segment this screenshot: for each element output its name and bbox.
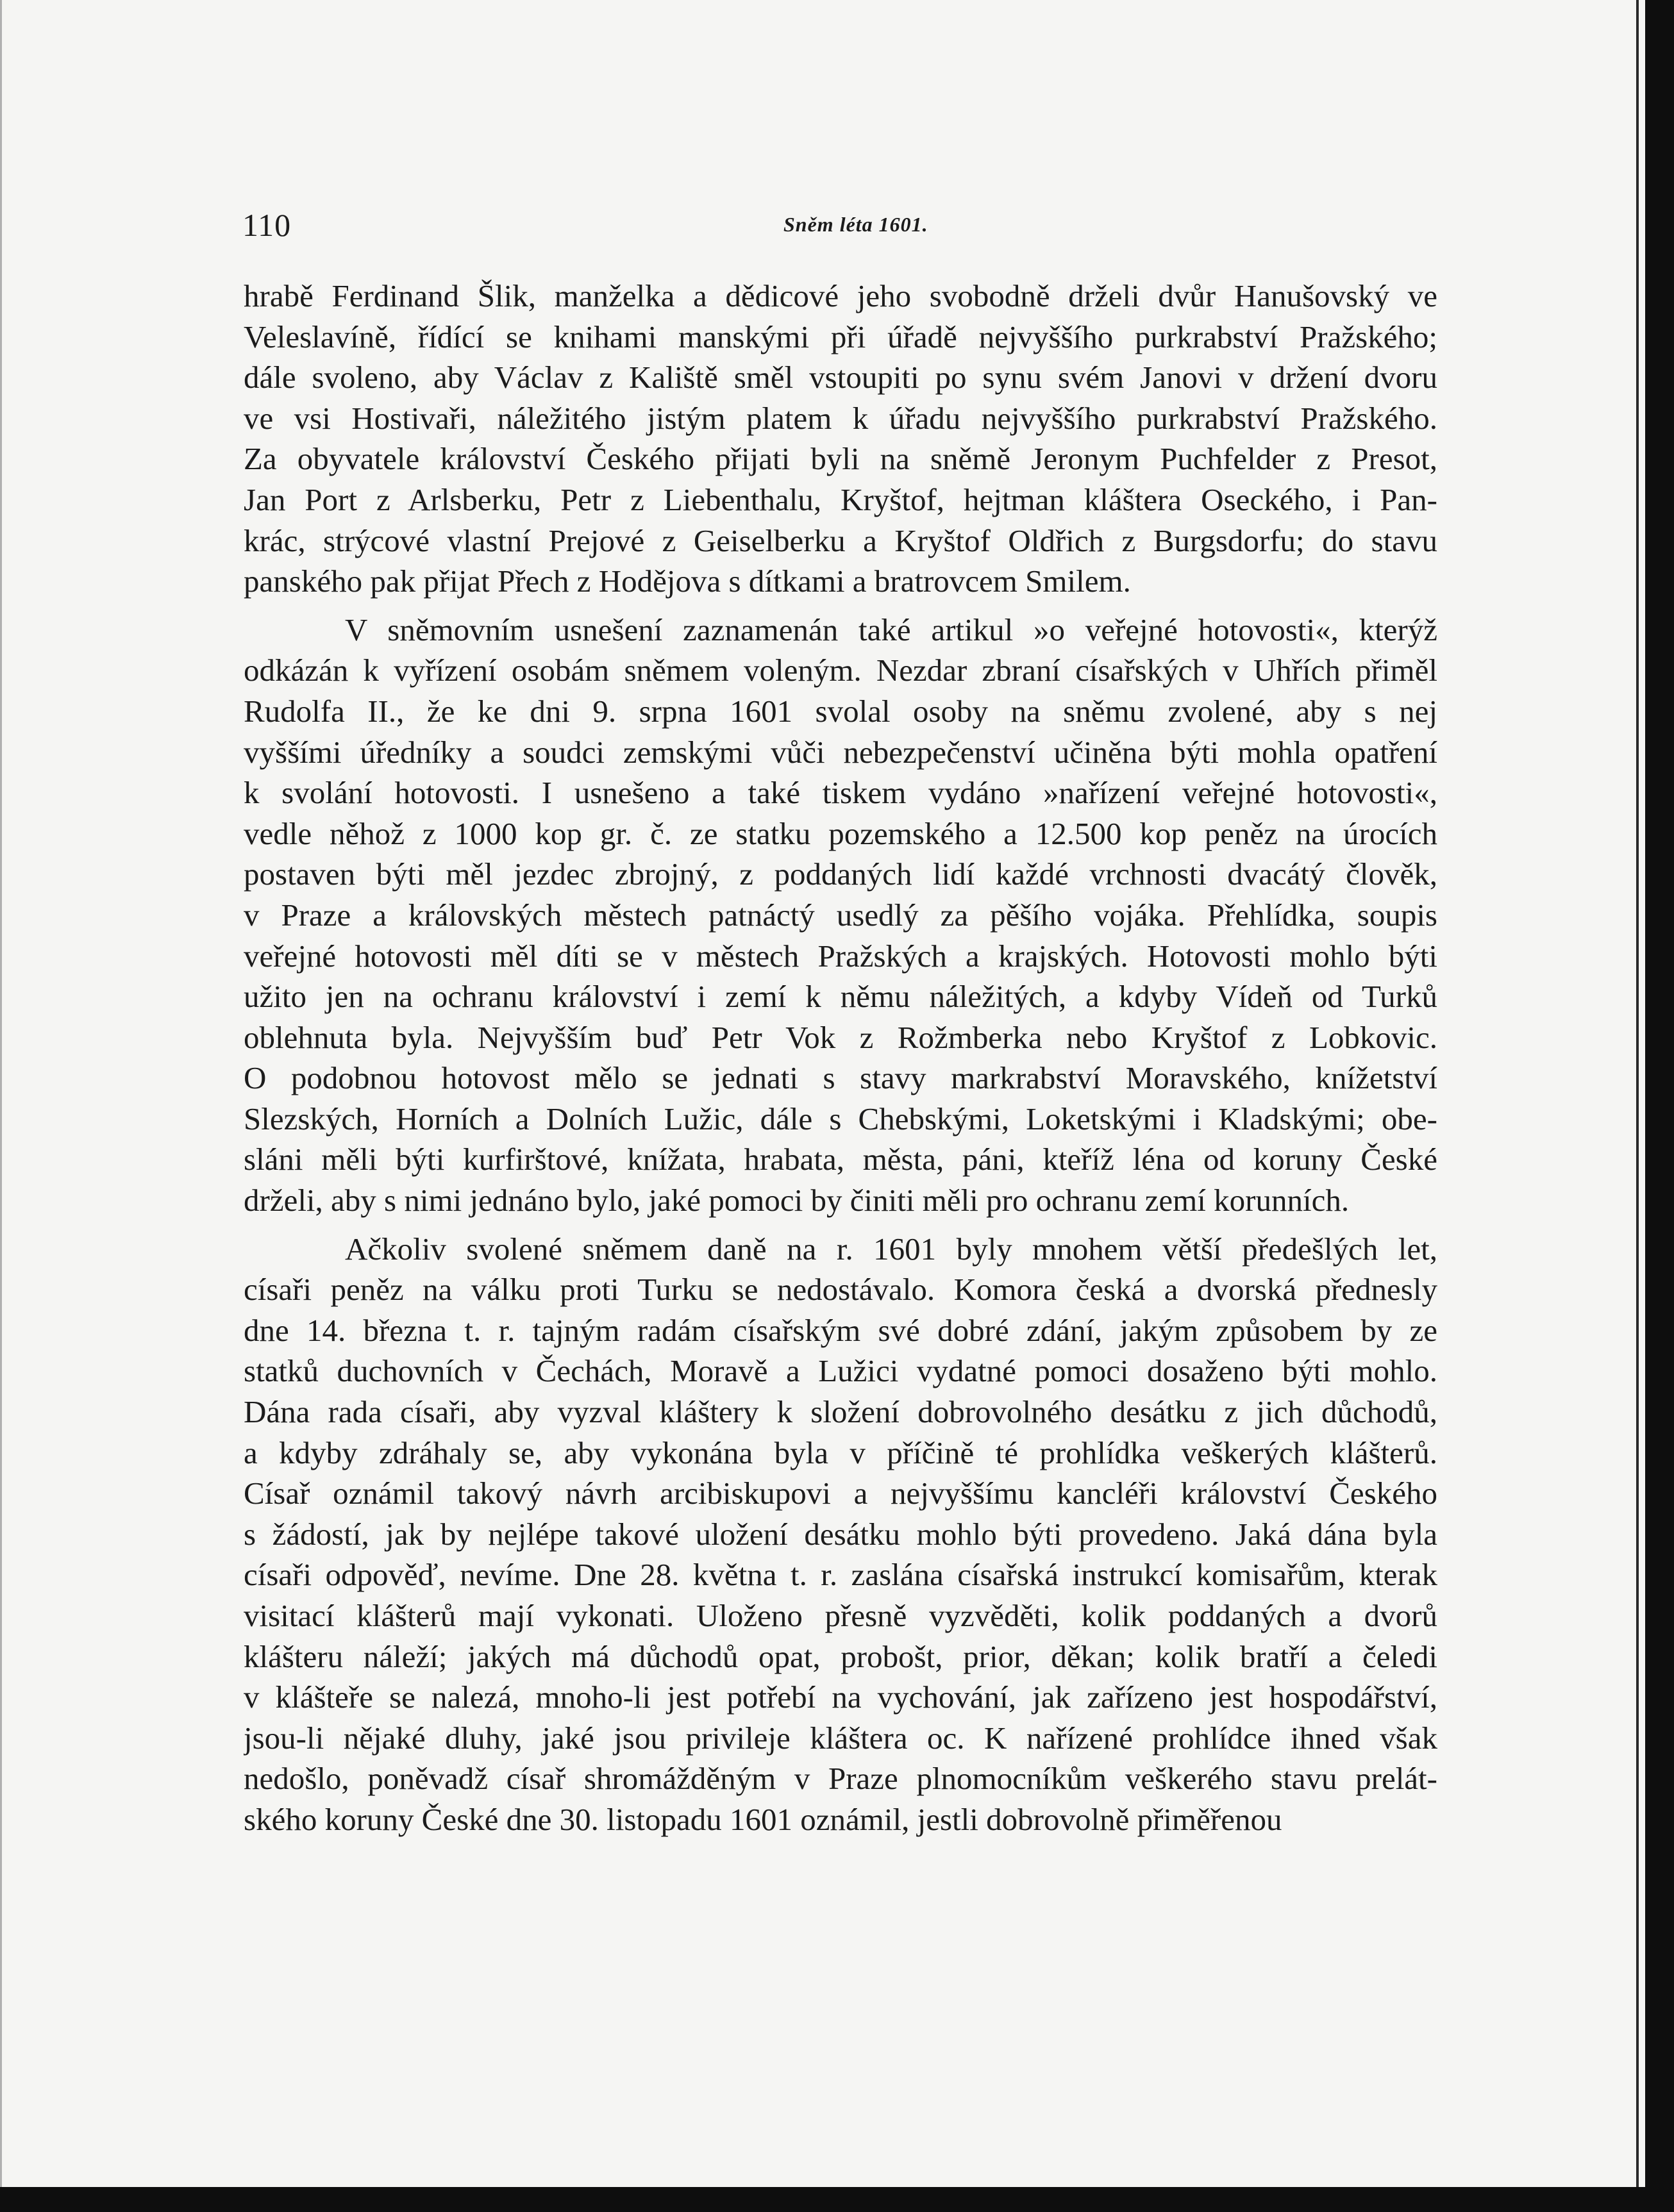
text-line: k svolání hotovosti. I usnešeno a také tiskem vydáno »nařízení veřejné hotovosti«,	[244, 775, 1437, 811]
text-line: jsou-li nějaké dluhy, jaké jsou privileje kláštera oc. K nařízené prohlídce ihned však	[244, 1720, 1437, 1756]
text-line: statků duchovních v Čechách, Moravě a Lužici vydatné pomoci dosaženo býti mohlo.	[244, 1353, 1437, 1389]
text-line: Slezských, Horních a Dolních Lužic, dále s Chebskými, Loketskými i Kladskými; obe-	[244, 1101, 1437, 1136]
text-line: V sněmovním usnešení zaznamenán také artikul »o veřejné hotovosti«, kterýž	[345, 611, 1437, 647]
text-line: dne 14. března t. r. tajným radám císařským své dobré zdání, jakým způsobem by ze	[244, 1312, 1437, 1348]
text-line: s žádostí, jak by nejlépe takové uložení desátku mohlo býti provedeno. Jaká dána byla	[244, 1516, 1437, 1552]
text-line: krác, strýcové vlastní Prejové z Geiselberku a Kryštof Oldřich z Burgsdorfu; do stavu	[244, 522, 1437, 558]
text-line: Císař oznámil takový návrh arcibiskupovi a nejvyššímu kancléři království Českého	[244, 1476, 1437, 1511]
text-line: O podobnou hotovost mělo se jednati s stavy markrabství Moravského, knížetství	[244, 1060, 1437, 1096]
text-line: dále svoleno, aby Václav z Kaliště směl vstoupiti po synu svém Janovi v držení dvoru	[244, 360, 1437, 395]
text-line: hrabě Ferdinand Šlik, manželka a dědicové jeho svobodně drželi dvůr Hanušovský ve	[244, 278, 1437, 313]
text-line: veřejné hotovosti měl díti se v městech Pražských a krajských. Hotovosti mohlo býti	[244, 938, 1437, 974]
text-line: Jan Port z Arlsberku, Petr z Liebenthalu, Kryštof, hejtman kláštera Oseckého, i Pan-	[244, 481, 1437, 517]
text-line: užito jen na ochranu království i zemí k němu náležitých, a kdyby Vídeň od Turků	[244, 979, 1437, 1015]
text-line: sláni měli býti kurfirštové, knížata, hrabata, města, páni, kteříž léna od koruny České	[244, 1142, 1437, 1177]
text-line: Dána rada císaři, aby vyzval kláštery k složení dobrovolného desátku z jich důchodů,	[244, 1394, 1437, 1430]
scan-edge-bottom	[0, 2187, 1674, 2212]
text-line: vedle něhož z 1000 kop gr. č. ze statku pozemského a 12.500 kop peněz na úrocích	[244, 815, 1437, 851]
text-line: a kdyby zdráhaly se, aby vykonána byla v příčině té prohlídka veškerých klášterů.	[244, 1434, 1437, 1470]
text-line: nedošlo, poněvadž císař shromážděným v Praze plnomocníkům veškerého stavu prelát-	[244, 1761, 1437, 1797]
text-line: císaři peněz na válku proti Turku se nedostávalo. Komora česká a dvorská přednesly	[244, 1272, 1437, 1308]
text-line: postaven býti měl jezdec zbrojný, z poddaných lidí každé vrchnosti dvacátý člověk,	[244, 856, 1437, 892]
text-line: oblehnuta byla. Nejvyšším buď Petr Vok z Rožmberka nebo Kryštof z Lobkovic.	[244, 1019, 1437, 1055]
scan-edge-right-line	[1636, 0, 1639, 2212]
text-line: císaři odpověď, nevíme. Dne 28. května t. r. zaslána císařská instrukcí komisařům, kterak	[244, 1557, 1437, 1593]
text-line: Za obyvatele království Českého přijati byli na sněmě Jeronym Puchfelder z Presot,	[244, 441, 1437, 477]
body-text	[244, 276, 1437, 1840]
text-line: odkázán k vyřízení osobám sněmem voleným. Nezdar zbraní císařských v Uhřích přiměl	[244, 653, 1437, 688]
text-line: drželi, aby s nimi jednáno bylo, jaké pomoci by činiti měli pro ochranu zemí korunních.	[244, 1183, 1350, 1218]
text-line: vyššími úředníky a soudci zemskými vůči nebezpečenství učiněna býti mohla opatření	[244, 734, 1437, 770]
text-line: Rudolfa II., že ke dni 9. srpna 1601 svolal osoby na sněmu zvolené, aby s nej	[244, 693, 1437, 729]
paragraph-gap	[244, 1221, 1437, 1229]
text-line: panského pak přijat Přech z Hodějova s dítkami a bratrovcem Smilem.	[244, 563, 1131, 599]
text-line: v klášteře se nalezá, mnoho-li jest potřebí na vychování, jak zařízeno jest hospodářství,	[244, 1679, 1437, 1715]
scan-edge-left	[0, 0, 2, 2212]
paragraph-3	[244, 1229, 1437, 1840]
running-head: Sněm léta 1601.	[783, 213, 928, 236]
paragraph-1	[244, 276, 1437, 602]
text-line: Veleslavíně, řídící se knihami manskými při úřadě nejvyššího purkrabství Pražského;	[244, 319, 1437, 354]
text-line: v Praze a královských městech patnáctý usedlý za pěšího vojáka. Přehlídka, soupis	[244, 897, 1437, 933]
text-line: ského koruny České dne 30. listopadu 1601 oznámil, jestli dobrovolně přiměřenou	[244, 1801, 1282, 1837]
scan-edge-right	[1645, 0, 1674, 2212]
text-line: klášteru náleží; jakých má důchodů opat, probošt, prior, děkan; kolik bratří a čeledi	[244, 1638, 1437, 1674]
text-line: visitací klášterů mají vykonati. Uloženo přesně vyzvěděti, kolik poddaných a dvorů	[244, 1598, 1437, 1633]
paragraph-gap	[244, 602, 1437, 610]
text-line: ve vsi Hostivaři, náležitého jistým platem k úřadu nejvyššího purkrabství Pražského.	[244, 400, 1437, 436]
page-number: 110	[242, 207, 292, 243]
text-line: Ačkoliv svolené sněmem daně na r. 1601 byly mnohem větší předešlých let,	[345, 1231, 1437, 1267]
paragraph-2	[244, 610, 1437, 1221]
